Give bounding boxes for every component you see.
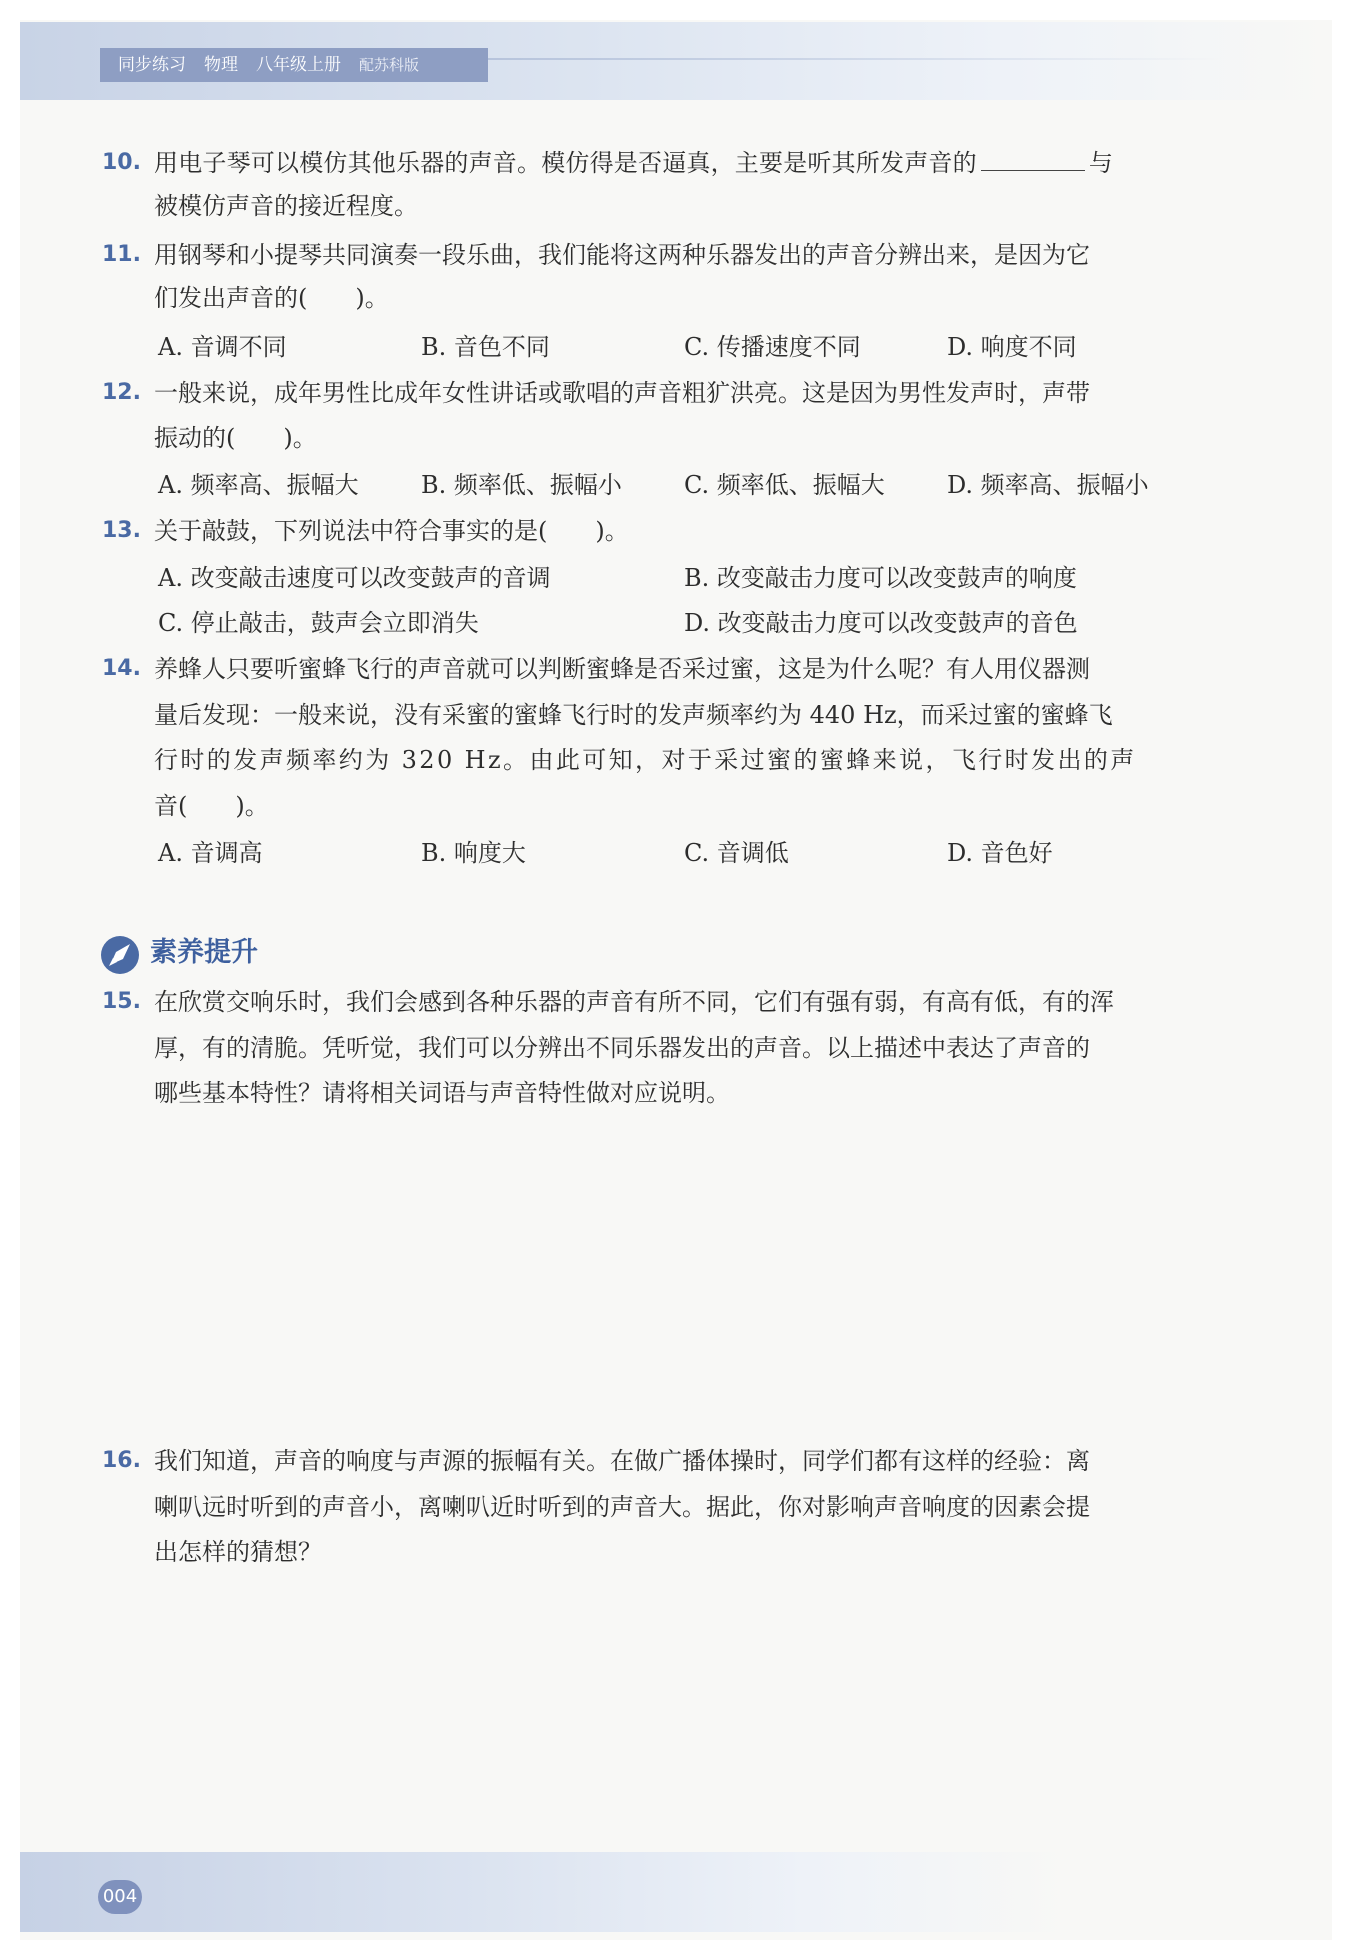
question-line: 养蜂人只要听蜜蜂飞行的声音就可以判断蜜蜂是否采过蜜，这是为什么呢？有人用仪器测 <box>154 655 1090 683</box>
question-tail: 与 <box>1088 149 1114 177</box>
option-d: D. 响度不同 <box>947 333 1077 361</box>
question-number: 11. <box>102 242 141 267</box>
option-c: C. 停止敲击，鼓声会立即消失 <box>158 609 479 637</box>
option-d: D. 改变敲击力度可以改变鼓声的音色 <box>684 609 1078 637</box>
header-label <box>100 48 488 82</box>
header-subject: 物理 <box>204 55 238 75</box>
question-number: 13. <box>102 518 141 543</box>
question-number: 16. <box>102 1448 141 1473</box>
question-line: 出怎样的猜想？ <box>154 1538 322 1566</box>
question-line: 厚，有的清脆。凭听觉，我们可以分辨出不同乐器发出的声音。以上描述中表达了声音的 <box>154 1034 1090 1062</box>
option-d: D. 频率高、振幅小 <box>947 471 1149 499</box>
option-c: C. 传播速度不同 <box>684 333 861 361</box>
rocket-icon <box>100 935 140 975</box>
header-edition: 配苏科版 <box>359 56 420 74</box>
option-b: B. 音色不同 <box>421 333 550 361</box>
option-a: A. 改变敲击速度可以改变鼓声的音调 <box>158 564 551 592</box>
question-text <box>154 146 1224 180</box>
header-book: 同步练习 <box>118 55 186 75</box>
question-line: 用钢琴和小提琴共同演奏一段乐曲，我们能将这两种乐器发出的声音分辨出来，是因为它 <box>154 241 1090 269</box>
question-line: 喇叭远时听到的声音小，离喇叭近时听到的声音大。据此，你对影响声音响度的因素会提 <box>154 1493 1090 1521</box>
question-number: 15. <box>102 989 141 1014</box>
answer-blank <box>981 148 1085 171</box>
option-a: A. 音调高 <box>158 839 263 867</box>
answer-space[interactable] <box>154 1580 1224 1840</box>
question-number: 12. <box>102 380 141 405</box>
answer-space[interactable] <box>154 1120 1224 1430</box>
option-d: D. 音色好 <box>947 839 1053 867</box>
option-c: C. 音调低 <box>684 839 789 867</box>
question-line: 用电子琴可以模仿其他乐器的声音。模仿得是否逼真，主要是听其所发声音的 <box>154 149 977 177</box>
question-line: 量后发现：一般来说，没有采蜜的蜜蜂飞行时的发声频率约为 440 Hz，而采过蜜的蜜蜂飞 <box>154 701 1113 729</box>
option-b: B. 响度大 <box>421 839 526 867</box>
question-line: 在欣赏交响乐时，我们会感到各种乐器的声音有所不同，它们有强有弱，有高有低，有的浑 <box>154 988 1114 1016</box>
option-b: B. 改变敲击力度可以改变鼓声的响度 <box>684 564 1077 592</box>
page-number: 004 <box>98 1880 142 1914</box>
question-line: 行时的发声频率约为 320 Hz。由此可知，对于采过蜜的蜜蜂来说，飞行时发出的声 <box>154 746 1137 774</box>
header-grade: 八年级上册 <box>256 55 341 75</box>
question-number: 14. <box>102 656 141 681</box>
header-rule <box>488 58 1223 60</box>
question-line: 一般来说，成年男性比成年女性讲话或歌唱的声音粗犷洪亮。这是因为男性发声时，声带 <box>154 379 1090 407</box>
question-line: 们发出声音的( )。 <box>154 284 389 312</box>
option-b: B. 频率低、振幅小 <box>421 471 622 499</box>
option-a: A. 音调不同 <box>158 333 287 361</box>
section-title: 素养提升 <box>150 937 258 968</box>
question-line: 关于敲鼓，下列说法中符合事实的是( )。 <box>154 517 629 545</box>
question-line: 我们知道，声音的响度与声源的振幅有关。在做广播体操时，同学们都有这样的经验：离 <box>154 1447 1090 1475</box>
question-line: 音( )。 <box>154 792 269 820</box>
question-line: 哪些基本特性？请将相关词语与声音特性做对应说明。 <box>154 1079 730 1107</box>
option-c: C. 频率低、振幅大 <box>684 471 885 499</box>
option-a: A. 频率高、振幅大 <box>158 471 359 499</box>
footer-band <box>20 1852 1332 1932</box>
question-line: 振动的( )。 <box>154 424 317 452</box>
question-number: 10. <box>102 150 141 175</box>
question-line: 被模仿声音的接近程度。 <box>154 192 418 220</box>
